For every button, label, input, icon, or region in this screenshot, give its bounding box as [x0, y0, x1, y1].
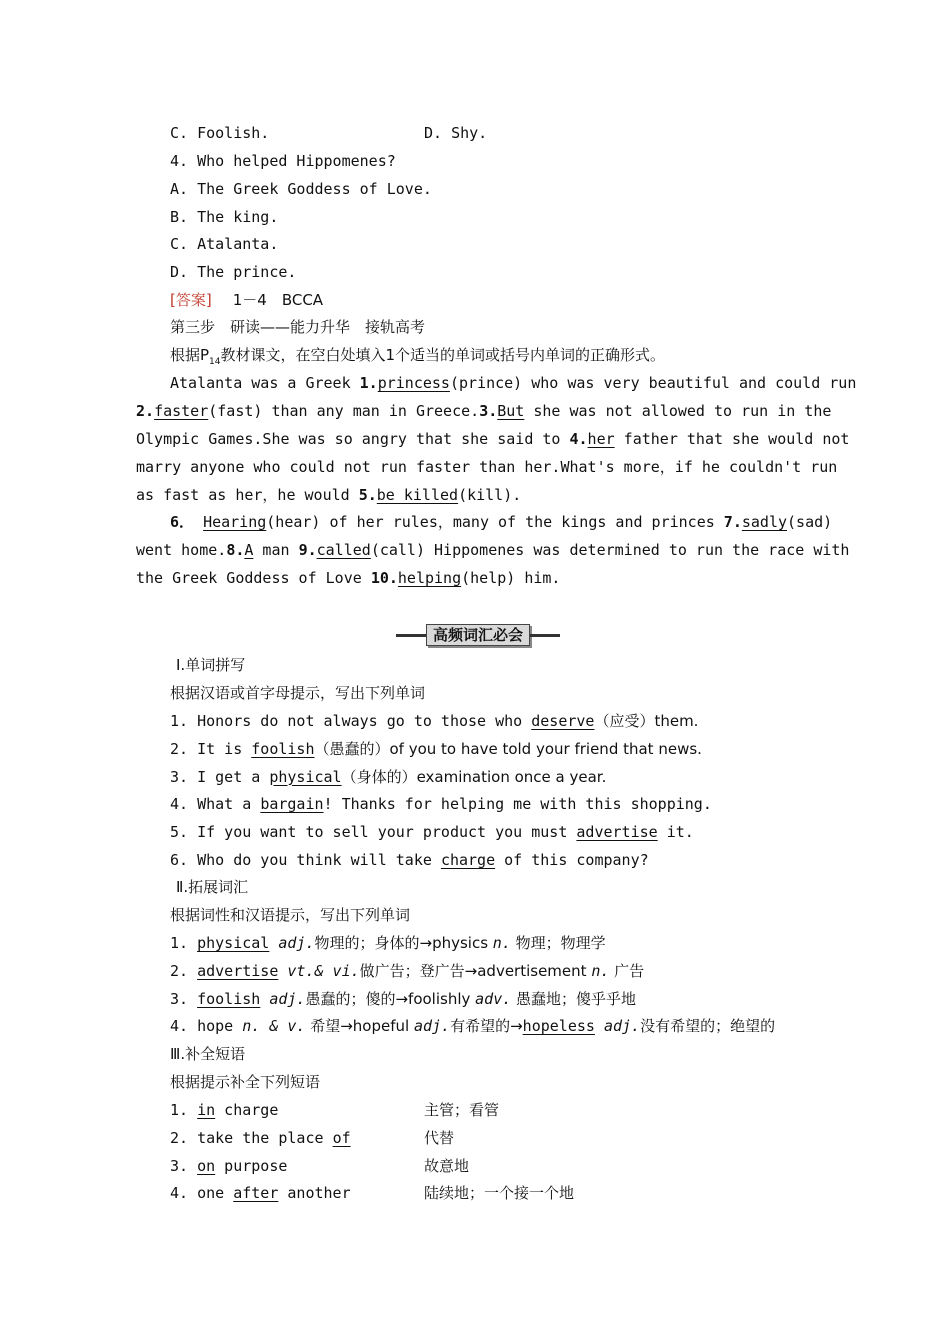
- blank-answer: princess: [377, 374, 450, 392]
- part-of-speech: adj.: [269, 989, 306, 1008]
- section-1-item: [170, 794, 712, 814]
- section-3-item: [170, 1183, 351, 1203]
- text: of this company?: [495, 851, 649, 869]
- option-4c: C. Atalanta.: [170, 235, 279, 253]
- answer-line: [170, 290, 323, 310]
- answer-text: 1－4 BCCA: [232, 291, 324, 309]
- text: 2. It is: [170, 739, 252, 758]
- blank-number: 10.: [370, 569, 398, 587]
- text: went home.: [136, 541, 227, 559]
- passage-line-4: marry anyone who could not run faster than her.What's more，if he couldn't run: [136, 458, 838, 476]
- passage-line-3: [136, 429, 850, 449]
- text: it.: [657, 823, 694, 842]
- part-of-speech: adj.: [413, 1017, 451, 1035]
- text: （身体的）examination once a year.: [341, 767, 607, 786]
- blank-answer: her: [587, 430, 615, 448]
- section-3-item: [170, 1128, 351, 1148]
- blank-number: 4.: [569, 430, 588, 448]
- text: 希望→hopeful: [305, 1017, 414, 1035]
- instr-post: 教材课文，在空白处填入1个适当的单词或括号内单词的正确形式。: [220, 346, 666, 364]
- section-3-meaning: 陆续地；一个接一个地: [424, 1184, 575, 1203]
- text: (prince) who was very beautiful and could run: [449, 374, 857, 392]
- text: 广告: [609, 961, 645, 980]
- blank-answer: be killed: [376, 486, 459, 504]
- instr-sub: 14: [209, 357, 221, 367]
- blank-answer: faster: [154, 402, 209, 420]
- blank-answer: physical: [269, 767, 342, 786]
- section-1-item: [170, 767, 606, 787]
- part-of-speech: n.: [591, 961, 610, 980]
- text: 做广告；登广告→advertisement: [359, 961, 592, 980]
- text: she was not allowed to run in the: [524, 402, 832, 420]
- part-of-speech: adj.: [278, 934, 315, 952]
- text: 5. If you want to sell your product you must: [170, 823, 577, 842]
- passage-line-8: [136, 568, 560, 588]
- passage-line-6: [136, 512, 833, 532]
- text: father that she would not: [614, 430, 850, 448]
- blank-answer: foolish: [251, 739, 315, 758]
- blank-number: 6．: [170, 513, 195, 531]
- section-2-title: Ⅱ.拓展词汇: [176, 878, 249, 896]
- passage-line-2: [136, 401, 832, 421]
- section-3-item: [170, 1156, 287, 1176]
- blank-answer: But: [497, 402, 525, 420]
- text: man: [253, 541, 299, 559]
- header-rule-right: [530, 634, 560, 637]
- blank-number: 7.: [723, 513, 742, 531]
- blank-number: 1.: [359, 374, 378, 392]
- text: 3.: [170, 1156, 198, 1175]
- passage-line-1: [136, 373, 857, 393]
- step3-instruction: [170, 345, 665, 372]
- passage-line-7: [136, 540, 850, 560]
- section-1-instruction: 根据汉语或首字母提示，写出下列单词: [170, 684, 426, 702]
- text: as fast as her，he would: [136, 486, 359, 504]
- text: charge: [215, 1101, 279, 1119]
- blank-answer: after: [233, 1184, 279, 1203]
- blank-answer: Hearing: [203, 513, 267, 531]
- text: (sad): [787, 513, 833, 531]
- text: purpose: [215, 1156, 288, 1175]
- section-header-title: 高频词汇必会: [426, 624, 530, 646]
- section-2-item-4: [170, 1016, 775, 1036]
- text: Olympic Games.She was so angry that she said to: [136, 430, 570, 448]
- text: [260, 990, 269, 1008]
- blank-answer: physical: [197, 934, 270, 952]
- section-3-meaning: 故意地: [424, 1156, 470, 1175]
- text: (kill).: [458, 486, 522, 504]
- text: 4. one: [170, 1184, 234, 1203]
- blank-number: 5.: [358, 486, 377, 504]
- section-header: [396, 624, 560, 646]
- section-1-title: Ⅰ.单词拼写: [176, 656, 246, 674]
- text: 3. I get a: [170, 767, 270, 786]
- blank-answer: in: [197, 1101, 216, 1119]
- text: 3.: [170, 989, 198, 1008]
- blank-answer: foolish: [197, 989, 261, 1008]
- section-2-item: [170, 989, 636, 1009]
- blank-answer: advertise: [576, 823, 658, 842]
- text: 4. What a: [170, 795, 261, 814]
- blank-answer: of: [332, 1128, 351, 1147]
- blank-answer: helping: [397, 569, 462, 587]
- text: another: [278, 1184, 351, 1203]
- part-of-speech: adj.: [603, 1017, 641, 1035]
- section-2-item: [170, 961, 644, 981]
- text: （应受）them.: [594, 712, 699, 730]
- option-4b: B. The king.: [170, 208, 279, 226]
- blank-number: 3.: [479, 402, 498, 420]
- blank-number: 9.: [298, 541, 317, 559]
- section-1-item: [170, 711, 698, 731]
- text: 物理；物理学: [510, 934, 606, 952]
- text: the Greek Goddess of Love: [136, 569, 371, 587]
- step3-title: 第三步 研读——能力升华 接轨高考: [170, 318, 426, 336]
- option-3c: C. Foolish.: [170, 124, 270, 142]
- text: (hear) of her rules，many of the kings and princes: [266, 513, 724, 531]
- text: 1.: [170, 934, 198, 952]
- text: (call) Hippomenes was determined to run the race with: [370, 541, 850, 559]
- question-4: 4. Who helped Hippomenes?: [170, 152, 396, 170]
- header-rule-left: [396, 634, 426, 637]
- instr-pre: 根据P: [170, 346, 210, 364]
- section-2-item: [170, 933, 606, 953]
- text: 2.: [170, 961, 198, 980]
- text: ! Thanks for helping me with this shopping.: [323, 795, 712, 814]
- blank-answer: charge: [440, 851, 496, 869]
- part-of-speech: n. & v.: [242, 1017, 306, 1035]
- text: (help) him.: [461, 569, 561, 587]
- blank-answer: bargain: [260, 795, 324, 814]
- blank-answer: deserve: [531, 712, 595, 730]
- section-3-instruction: 根据提示补全下列短语: [170, 1073, 321, 1091]
- section-3-meaning: 代替: [424, 1128, 455, 1147]
- text: 愚蠢的；傻的→foolishly: [305, 989, 476, 1008]
- text: 没有希望的；绝望的: [640, 1017, 776, 1035]
- passage-line-5: [136, 485, 521, 505]
- blank-answer: sadly: [741, 513, 788, 531]
- blank-answer: on: [197, 1156, 216, 1175]
- option-4d: D. The prince.: [170, 263, 297, 281]
- section-1-item: [170, 822, 694, 842]
- section-1-item: [170, 850, 649, 870]
- text: 1.: [170, 1101, 198, 1119]
- blank-answer: advertise: [197, 961, 279, 980]
- text: 4. hope: [170, 1017, 243, 1035]
- text: Atalanta was a Greek: [170, 374, 360, 392]
- part-of-speech: n.: [492, 934, 511, 952]
- text: 物理的；身体的→physics: [314, 934, 493, 952]
- section-3-meaning: 主管；看管: [424, 1101, 500, 1119]
- section-1-item: [170, 739, 702, 759]
- blank-answer: hopeless: [522, 1017, 595, 1035]
- blank-number: 2.: [136, 402, 155, 420]
- part-of-speech: vt.& vi.: [287, 961, 360, 980]
- text: 愚蠢地；傻乎乎地: [511, 989, 637, 1008]
- text: 1. Honors do not always go to those who: [170, 712, 532, 730]
- blank-answer: called: [316, 541, 371, 559]
- section-3-item: [170, 1100, 278, 1120]
- text: 有希望的→: [450, 1017, 523, 1035]
- answer-tag: [答案]: [170, 291, 212, 309]
- blank-number: 8.: [226, 541, 245, 559]
- section-2-instruction: 根据词性和汉语提示，写出下列单词: [170, 906, 411, 924]
- text: 2. take the place: [170, 1128, 333, 1147]
- part-of-speech: adv.: [475, 989, 512, 1008]
- section-3-title: Ⅲ.补全短语: [170, 1045, 246, 1063]
- option-4a: A. The Greek Goddess of Love.: [170, 180, 432, 198]
- blank-answer: A: [244, 541, 254, 559]
- text: （愚蠢的）of you to have told your friend that news.: [314, 739, 702, 758]
- text: (fast) than any man in Greece.: [208, 402, 480, 420]
- option-3d: D. Shy.: [424, 124, 488, 142]
- text: 6. Who do you think will take: [170, 851, 441, 869]
